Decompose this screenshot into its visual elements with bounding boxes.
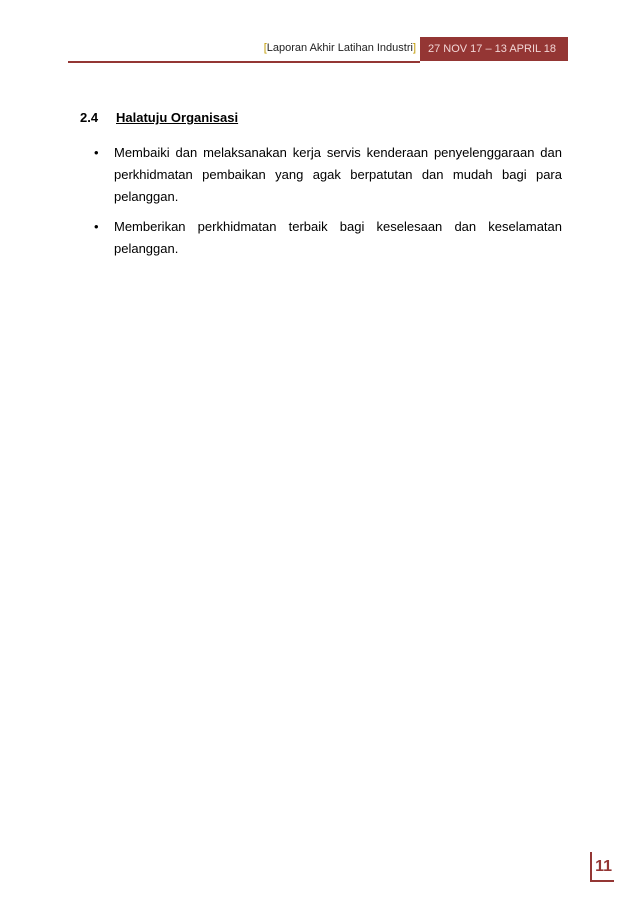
- bullet-text: Membaiki dan melaksanakan kerja servis kenderaan penyelenggaraan dan perkhidmatan pembaikan yang agak berpatutan dan mudah bagi para pelanggan.: [114, 145, 562, 204]
- header-bracket-open: [: [263, 42, 267, 54]
- list-item: [94, 142, 562, 208]
- header-title: [264, 42, 416, 54]
- list-item: [94, 216, 562, 260]
- page-header: [68, 37, 568, 63]
- section-title: Halatuju Organisasi: [116, 110, 239, 125]
- header-date-range: 27 NOV 17 – 13 APRIL 18: [420, 37, 568, 61]
- bullet-icon: •: [94, 219, 99, 234]
- header-title-text: Laporan Akhir Latihan Industri: [266, 42, 413, 54]
- page-number: 11: [590, 852, 614, 882]
- section-heading: [80, 110, 238, 125]
- header-divider: [68, 61, 420, 63]
- bullet-text: Memberikan perkhidmatan terbaik bagi keselesaan dan keselamatan pelanggan.: [114, 219, 562, 256]
- header-bracket-close: ]: [412, 42, 416, 54]
- section-number: 2.4: [80, 110, 99, 125]
- bullet-list: [94, 142, 562, 260]
- bullet-icon: •: [94, 145, 99, 160]
